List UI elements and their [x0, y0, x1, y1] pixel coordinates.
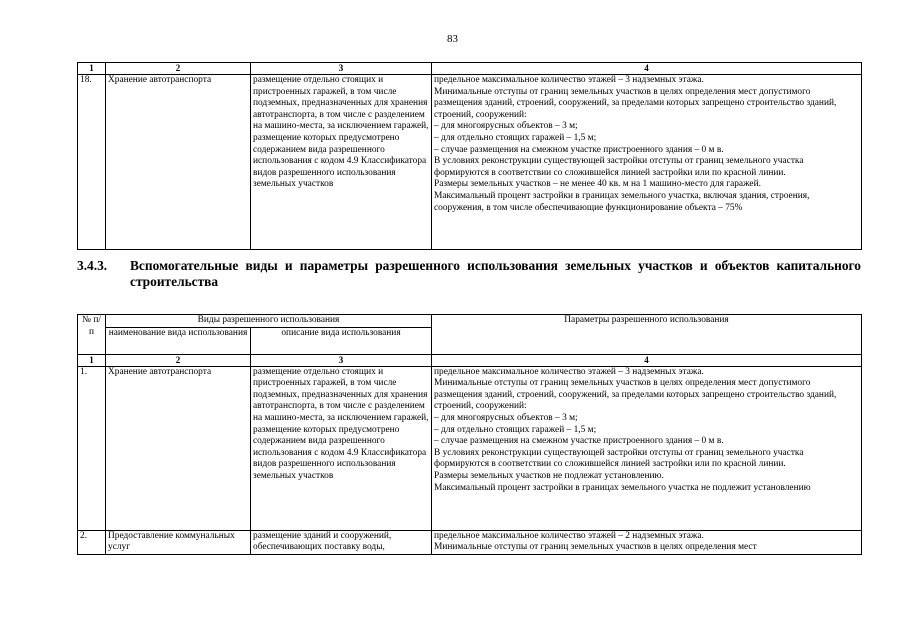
use-description: размещение отдельно стоящих и пристроенных гаражей, в том числе подземных, предназначенных для хранения автотранспорта, в том числе с разделением на машино-места, за исключением гаражей, размещение которых предусмотрено содержанием вида разрешенного использования с кодом 4.9 Классификатора видов разрешенного использования земельных участков	[251, 366, 432, 530]
parameter-line: Максимальный процент застройки в границах земельного участка, включая здания, строения, сооружения, в том числе обеспечивающие функционирование объекта – 75%	[434, 190, 810, 213]
header-use-description: описание вида использования	[251, 327, 432, 354]
row-number: 1.	[78, 366, 106, 530]
section-title: Вспомогательные виды и параметры разрешенного использования земельных участков и объектов капитального строительства	[130, 258, 861, 289]
row-number: 18.	[78, 75, 106, 250]
column-number: 4	[432, 63, 862, 75]
table-auxiliary-uses	[77, 314, 862, 555]
column-number: 2	[106, 354, 251, 366]
column-number: 3	[251, 63, 432, 75]
use-name: Хранение автотранспорта	[106, 75, 251, 250]
column-number: 3	[251, 354, 432, 366]
use-parameters	[432, 75, 862, 250]
column-number: 1	[78, 63, 106, 75]
parameter-line: предельное максимальное количество этажей – 3 надземных этажа.	[434, 366, 704, 377]
header-use-name: наименование вида использования	[106, 327, 251, 354]
parameter-line: Минимальные отступы от границ земельных участков в целях определения мест допустимого размещения зданий, строений, сооружений, за пределами которых запрещено строительство зданий, строений, сооружений:	[434, 378, 837, 412]
section-number: 3.4.3.	[77, 258, 108, 273]
column-number: 4	[432, 354, 862, 366]
use-name: Предоставление коммунальных услуг	[106, 530, 251, 554]
column-number: 1	[78, 354, 106, 366]
use-description: размещение зданий и сооружений, обеспечивающих поставку воды,	[251, 530, 432, 554]
header-parameters: Параметры разрешенного использования	[432, 315, 862, 355]
parameter-line: Размеры земельных участков не подлежат установлению.	[434, 470, 664, 481]
parameter-line: – случае размещения на смежном участке пристроенного здания – 0 м в.	[434, 436, 724, 447]
column-number-row	[78, 63, 862, 75]
table-main-uses-continued	[77, 62, 862, 250]
table-row	[78, 530, 862, 554]
header-row-group	[78, 315, 862, 328]
parameter-line: Максимальный процент застройки в границах земельного участка не подлежит установлению	[434, 482, 811, 493]
parameter-line: Минимальные отступы от границ земельных участков в целях определения мест	[434, 542, 757, 553]
header-number: № п/п	[78, 315, 106, 355]
parameter-line: – случае размещения на смежном участке пристроенного здания – 0 м в.	[434, 144, 724, 155]
parameter-line: В условиях реконструкции существующей застройки отступы от границ земельного участка формируются в соответствии со сложившейся линией застройки или по красной линии.	[434, 447, 804, 470]
table-row	[78, 75, 862, 250]
use-parameters	[432, 530, 862, 554]
parameter-line: – для отдельно стоящих гаражей – 1,5 м;	[434, 132, 597, 143]
parameter-line: – для многоярусных объектов – 3 м;	[434, 412, 578, 423]
use-name: Хранение автотранспорта	[106, 366, 251, 530]
use-description: размещение отдельно стоящих и пристроенных гаражей, в том числе подземных, предназначенных для хранения автотранспорта, в том числе с разделением на машино-места, за исключением гаражей, размещение которых предусмотрено содержанием вида разрешенного использования с кодом 4.9 Классификатора видов разрешенного использования земельных участков	[251, 75, 432, 250]
table-row	[78, 366, 862, 530]
column-number: 2	[106, 63, 251, 75]
parameter-line: Размеры земельных участков – не менее 40 кв. м на 1 машино-место для гаражей.	[434, 179, 761, 190]
header-group: Виды разрешенного использования	[106, 315, 432, 328]
parameter-line: Минимальные отступы от границ земельных участков в целях определения мест допустимого размещения зданий, строений, сооружений, за пределами которых запрещено строительство зданий, строений, сооружений:	[434, 86, 837, 120]
parameter-line: предельное максимальное количество этажей – 3 надземных этажа.	[434, 75, 704, 85]
page-number: 83	[447, 33, 458, 45]
row-number: 2.	[78, 530, 106, 554]
parameter-line: предельное максимальное количество этажей – 2 надземных этажа.	[434, 530, 704, 541]
column-number-row	[78, 354, 862, 366]
parameter-line: – для отдельно стоящих гаражей – 1,5 м;	[434, 424, 597, 435]
parameter-line: – для многоярусных объектов – 3 м;	[434, 121, 578, 132]
section-heading	[77, 258, 861, 290]
parameter-line: В условиях реконструкции существующей застройки отступы от границ земельного участка формируются в соответствии со сложившейся линией застройки или по красной линии.	[434, 156, 804, 178]
use-parameters	[432, 366, 862, 530]
